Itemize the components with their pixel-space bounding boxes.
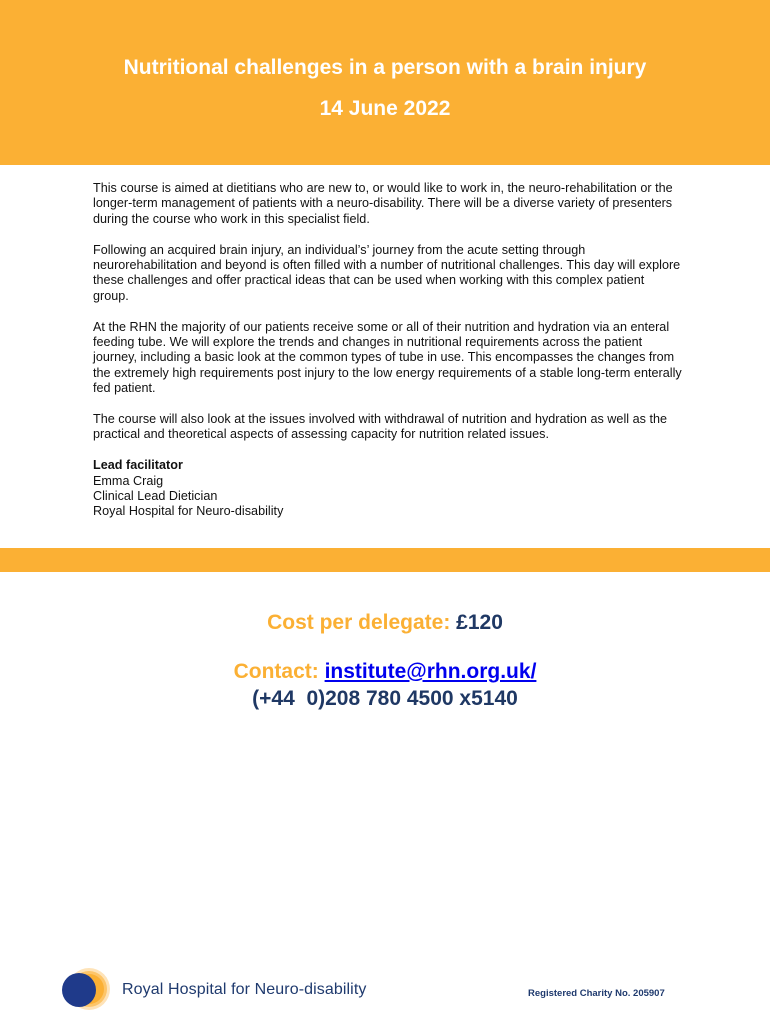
facilitator-block: [93, 458, 683, 520]
contact-phone: (+44 0)208 780 4500 x5140: [252, 687, 518, 710]
cost-value: £120: [456, 611, 503, 634]
charity-number: Registered Charity No. 205907: [528, 988, 665, 999]
facilitator-organisation: Royal Hospital for Neuro-disability: [93, 504, 284, 519]
paragraph-intro: This course is aimed at dietitians who are new to, or would like to work in, the neuro-rehabilitation or the longer-term management of patients with a neuro-disability. There will be a diverse variety of presenters during the course who work in this specialist field.: [93, 181, 673, 226]
contact-label: Contact:: [233, 660, 319, 683]
event-date: 14 June 2022: [319, 97, 451, 120]
facilitator-role: Clinical Lead Dietician: [93, 489, 218, 504]
contact-line: [0, 658, 770, 686]
cost-line: [0, 609, 770, 637]
page-title: Nutritional challenges in a person with a brain injury: [123, 56, 647, 79]
logo-wordmark: Royal Hospital for Neuro-disability: [122, 981, 367, 998]
cost-label: Cost per delegate:: [267, 611, 451, 634]
moon-disc-icon: [62, 973, 96, 1007]
paragraph-withdrawal: The course will also look at the issues involved with withdrawal of nutrition and hydration as well as the practical and theoretical aspects of assessing capacity for nutrition related issues.: [93, 412, 668, 442]
contact-email-link[interactable]: institute@rhn.org.uk/: [324, 660, 537, 683]
paragraph-journey: Following an acquired brain injury, an individual’s’ journey from the acute setting through neurorehabilitation and beyond is often filled with a number of nutritional challenges. This day will explore these challenges and offer practical ideas that can be used when working with this complex patient group.: [93, 242, 681, 303]
header-banner: [0, 0, 770, 165]
divider-band: [0, 548, 770, 572]
paragraph-enteral-feeding: At the RHN the majority of our patients receive some or all of their nutrition and hydration via an enteral feeding tube. We will explore the trends and changes in nutritional requirements across the patient journey, including a basic look at the common types of tube in use. This encompasses the changes from the extremely high requirements post injury to the low energy requirements of a stable long-term enterally fed patient.: [93, 319, 682, 396]
facilitator-heading: Lead facilitator: [93, 458, 183, 473]
rhn-logo-icon: [58, 964, 114, 1016]
course-description: [93, 181, 683, 520]
facilitator-name: Emma Craig: [93, 473, 164, 488]
